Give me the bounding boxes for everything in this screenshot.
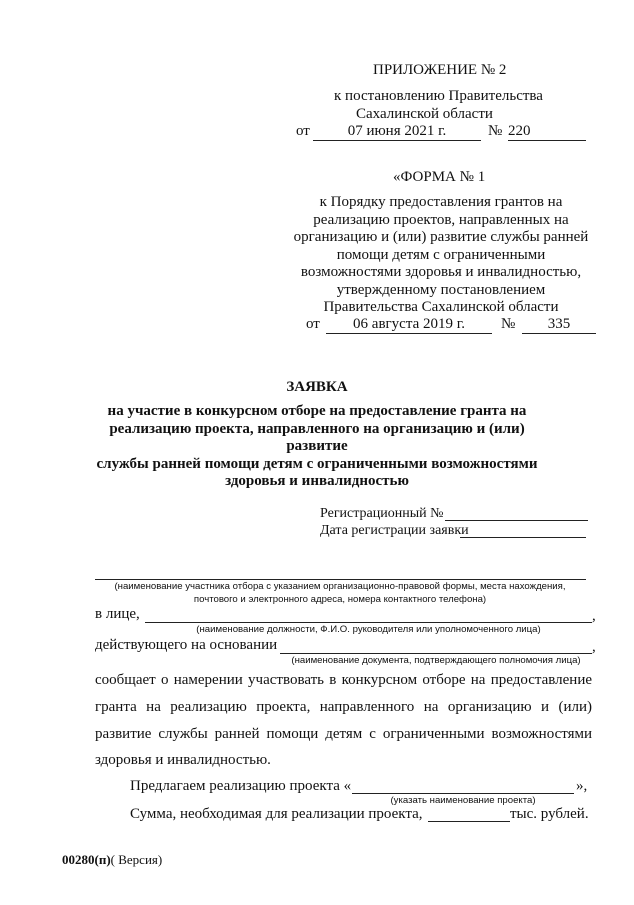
form-line: к Порядку предоставления грантов на	[319, 194, 563, 210]
form-date: 06 августа 2019 г.	[326, 316, 492, 334]
form-line: утвержденному постановлением	[336, 281, 546, 298]
form-description	[284, 194, 598, 317]
subtitle-line: реализацию проекта, направленного на организацию и (или) развитие	[109, 420, 525, 454]
appendix-number: 220	[508, 123, 586, 141]
basis-label: действующего на основании	[95, 637, 278, 653]
person-comma: ,	[592, 608, 596, 624]
form-number: 335	[522, 316, 596, 334]
participant-hint-1: (наименование участника отбора с указанием организационно-правовой формы, места нахождения,	[114, 581, 566, 592]
footer-version: ( Версия)	[110, 852, 163, 867]
basis-line	[280, 653, 592, 654]
form-line: возможностями здоровья и инвалидностью,	[300, 264, 582, 280]
appendix-line2: Сахалинской области	[356, 106, 493, 122]
application-title: ЗАЯВКА	[286, 379, 348, 395]
body-line: сообщает о намерении участвовать в конкурсном отборе на предоставление	[95, 672, 592, 688]
sum-label: Сумма, необходимая для реализации проекта,	[130, 806, 423, 822]
basis-hint: (наименование документа, подтверждающего полномочия лица)	[291, 655, 581, 666]
sum-unit: тыс. рублей.	[510, 806, 589, 822]
appendix-date: 07 июня 2021 г.	[313, 123, 481, 141]
body-line: гранта на реализацию проекта, направленного на организацию и (или)	[95, 699, 592, 715]
form-title: «ФОРМА № 1	[393, 169, 486, 185]
person-line	[145, 622, 592, 623]
application-subtitle	[80, 403, 554, 491]
registration-number-line	[445, 520, 588, 521]
form-line: организацию и (или) развитие службы ранней	[293, 229, 589, 245]
project-hint: (указать наименование проекта)	[390, 795, 536, 806]
subtitle-line: здоровья и инвалидностью	[225, 473, 409, 489]
appendix-title: ПРИЛОЖЕНИЕ № 2	[373, 62, 507, 78]
form-from-label: от	[306, 316, 320, 332]
form-num-label: №	[501, 316, 516, 332]
registration-date-label: Дата регистрации заявки	[320, 523, 469, 538]
subtitle-line: на участие в конкурсном отборе на предоставление гранта на	[107, 403, 527, 419]
person-label: в лице,	[95, 606, 140, 622]
footer-code: 00280(п)	[62, 852, 111, 867]
registration-date-line	[460, 537, 586, 538]
project-end: »,	[576, 778, 588, 794]
appendix-line1: к постановлению Правительства	[334, 88, 543, 104]
project-line	[352, 793, 574, 794]
appendix-num-label: №	[488, 123, 503, 139]
sum-line	[428, 821, 510, 822]
footer	[62, 852, 162, 868]
subtitle-line: службы ранней помощи детям с ограниченными возможностями	[96, 455, 538, 472]
person-hint: (наименование должности, Ф.И.О. руководителя или уполномоченного лица)	[196, 624, 541, 635]
form-line: реализацию проектов, направленных на	[313, 211, 569, 228]
participant-hint-2: почтового и электронного адреса, номера контактного телефона)	[193, 594, 487, 605]
form-line: Правительства Сахалинской области	[323, 299, 559, 315]
body-last-line: здоровья и инвалидностью.	[95, 752, 271, 768]
project-label: Предлагаем реализацию проекта «	[130, 778, 352, 794]
participant-line	[95, 579, 586, 580]
appendix-from-label: от	[296, 123, 310, 139]
basis-comma: ,	[592, 639, 596, 655]
registration-number-label: Регистрационный №	[320, 506, 444, 521]
body-line: развитие службы ранней помощи детям с ограниченными возможностями	[95, 726, 592, 742]
form-line: помощи детям с ограниченными	[336, 246, 546, 263]
